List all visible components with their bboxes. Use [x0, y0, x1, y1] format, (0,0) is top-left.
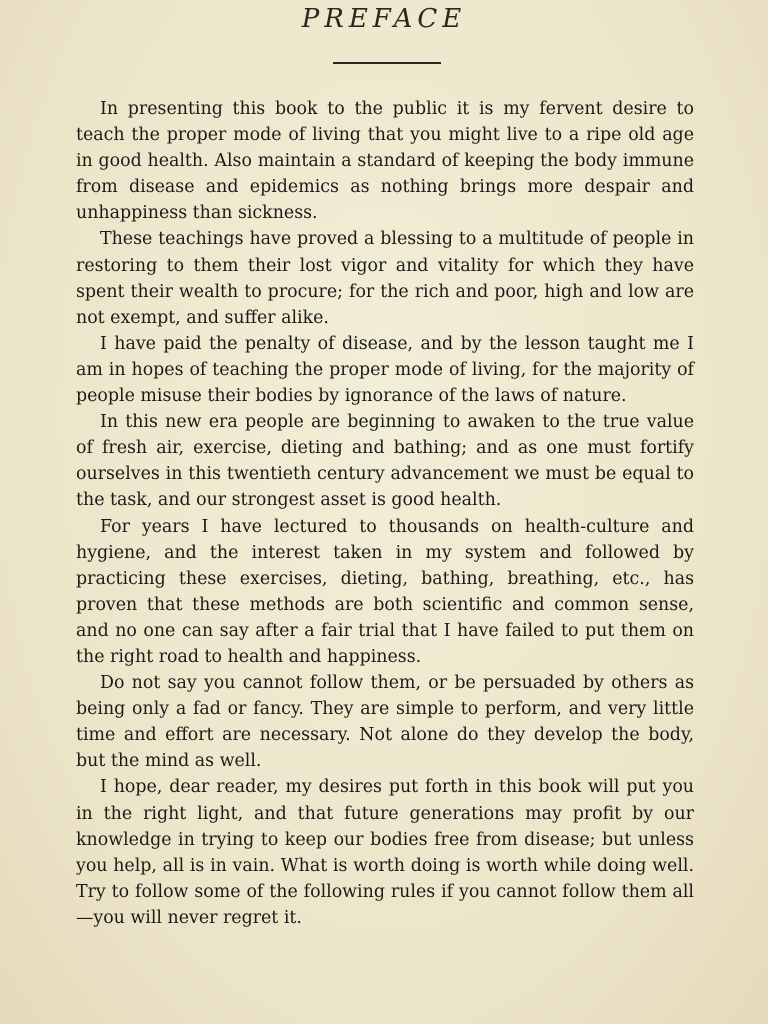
paragraph-2: These teachings have proved a blessing to a multitude of people in restoring to them their lost vigor and vitality for which they have spent their wealth to procure; for the rich and poor, high and low are not exempt, and suffer alike.: [76, 229, 694, 328]
paragraph-7: I hope, dear reader, my desires put forth in this book will put you in the right light, and that future generations may profit by our knowledge in trying to keep our bodies free from disease; but unless you help, all is in vain. What is worth doing is worth while doing well. Try to follow some of the following rules if you cannot follow them all—you will never regret it.: [76, 777, 694, 928]
title-divider: [333, 62, 441, 64]
preface-body: [76, 96, 694, 931]
paragraph-6: Do not say you cannot follow them, or be persuaded by others as being only a fad or fancy. They are simple to perform, and very little time and effort are necessary. Not alone do they develop the body, but the mind as well.: [76, 673, 694, 772]
paragraph-5: For years I have lectured to thousands on health-culture and hygiene, and the interest taken in my system and followed by practicing these exercises, dieting, bathing, breathing, etc., has proven that these methods are both scientific and common sense, and no one can say after a fair trial that I have failed to put them on the right road to health and happiness.: [76, 516, 694, 667]
paragraph-1: In presenting this book to the public it is my fervent desire to teach the proper mode of living that you might live to a ripe old age in good health. Also maintain a standard of keeping the body immune from disease and epidemics as nothing brings more despair and unhappiness than sickness.: [76, 99, 694, 224]
page-title: PREFACE: [301, 4, 467, 34]
paragraph-3: I have paid the penalty of disease, and by the lesson taught me I am in hopes of teaching the proper mode of living, for the majority of people misuse their bodies by ignorance of the laws of nature.: [76, 333, 694, 407]
paragraph-4: In this new era people are beginning to awaken to the true value of fresh air, exercise, dieting and bathing; and as one must fortify ourselves in this twentieth century advancement we must be equal to the task, and our strongest asset is good health.: [76, 412, 694, 511]
